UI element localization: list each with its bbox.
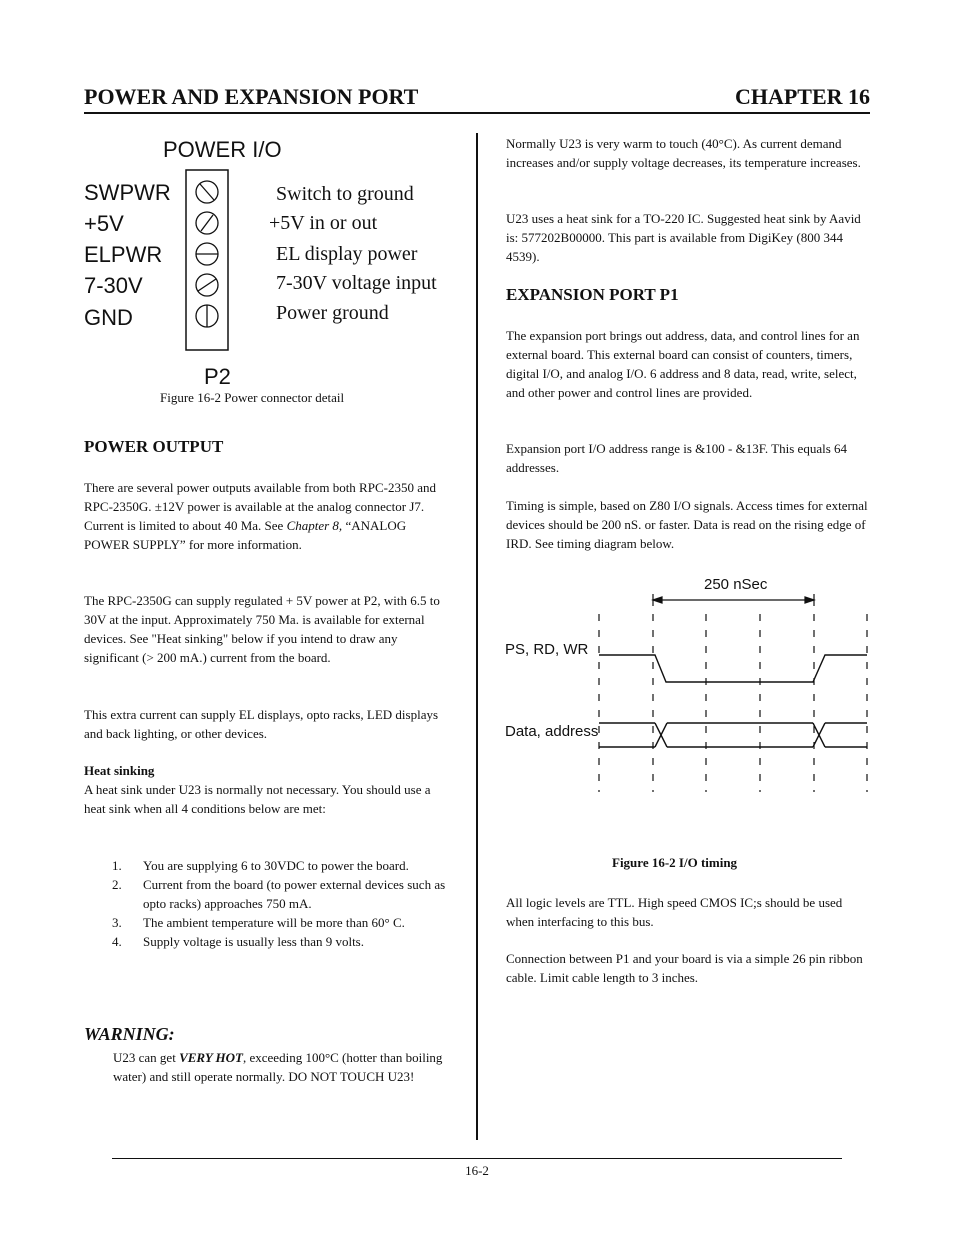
heat-sinking-para: A heat sink under U23 is normally not necessary. You should use a heat sink when all 4 conditions below are met: bbox=[84, 782, 431, 816]
power-output-heading: POWER OUTPUT bbox=[84, 437, 224, 456]
pin-description: EL display power bbox=[276, 243, 418, 265]
pin-description: Power ground bbox=[276, 302, 389, 324]
pin-labels bbox=[84, 180, 171, 330]
screw-terminals bbox=[196, 181, 218, 327]
list-item: 4. Supply voltage is usually less than 9 volts. bbox=[112, 934, 364, 949]
pin-label: ELPWR bbox=[84, 242, 163, 267]
warning-text: U23 can get VERY HOT, exceeding 100°C (hotter than boiling water) and still operate normally. DO NOT TOUCH U23! bbox=[113, 1050, 443, 1084]
connector-label: P2 bbox=[204, 364, 231, 389]
u23-temp-para: Normally U23 is very warm to touch (40°C). As current demand increases and/or supply voltage decreases, its temperature increases. bbox=[506, 136, 861, 170]
pin-label: SWPWR bbox=[84, 180, 171, 205]
heat-sinking-heading: Heat sinking bbox=[84, 763, 155, 778]
pin-label: GND bbox=[84, 305, 133, 330]
page-number: 16-2 bbox=[465, 1163, 489, 1178]
timing-caption: Figure 16-2 I/O timing bbox=[612, 855, 738, 870]
pin-description: +5V in or out bbox=[269, 212, 378, 234]
chapter-ref: Chapter 8, bbox=[286, 518, 343, 533]
signal-label: PS, RD, WR bbox=[505, 641, 589, 658]
pin-description: 7-30V voltage input bbox=[276, 272, 437, 294]
list-item: 1. You are supplying 6 to 30VDC to power the board. bbox=[112, 858, 409, 873]
connection-para: Connection between P1 and your board is via a simple 26 pin ribbon cable. Limit cable length to 3 inches. bbox=[506, 951, 863, 985]
chapter-number: CHAPTER 16 bbox=[734, 84, 870, 109]
conditions-list bbox=[112, 856, 452, 951]
list-item: 2. Current from the board (to power external devices such as opto racks) approaches 750 mA. bbox=[112, 877, 446, 911]
data-bus-waveform bbox=[599, 723, 867, 747]
expansion-para3: Timing is simple, based on Z80 I/O signals. Access times for external devices should be 200 nS. or faster. Data is read on the rising edge of IRD. See timing diagram below. bbox=[506, 498, 868, 551]
pin-label: 7-30V bbox=[84, 273, 143, 298]
control-signal-waveform bbox=[599, 655, 867, 682]
duration-arrow bbox=[653, 594, 814, 606]
power-output-para1: There are several power outputs available from both RPC-2350 and RPC-2350G. ±12V power is available at the analog connector J7. Current is limited to about 40 Ma. See Chapter 8, “ANALOG POWER SUPPLY” for more information. bbox=[84, 480, 436, 552]
footer-rule bbox=[112, 1158, 842, 1159]
pin-label: +5V bbox=[84, 211, 124, 236]
timing-diagram bbox=[500, 570, 875, 795]
warning-label: WARNING: bbox=[84, 1024, 175, 1044]
power-output-para3: This extra current can supply EL displays, opto racks, LED displays and back lighting, or other devices. bbox=[84, 707, 439, 741]
power-connector-figure bbox=[80, 130, 460, 392]
very-hot-emphasis: VERY HOT bbox=[179, 1050, 243, 1065]
heat-sink-para: U23 uses a heat sink for a TO-220 IC. Suggested heat sink by Aavid is: 577202B00000. This part is available from DigiKey (800 344 4539). bbox=[506, 211, 861, 264]
heat-sinking-section bbox=[84, 761, 452, 818]
duration-label: 250 nSec bbox=[704, 576, 768, 593]
expansion-para2: Expansion port I/O address range is &100 - &13F. This equals 64 addresses. bbox=[506, 441, 848, 475]
expansion-port-heading: EXPANSION PORT P1 bbox=[506, 285, 679, 304]
header-rule bbox=[84, 112, 870, 114]
chapter-title: POWER AND EXPANSION PORT bbox=[84, 84, 419, 109]
list-item: 3. The ambient temperature will be more than 60° C. bbox=[112, 915, 405, 930]
expansion-para1: The expansion port brings out address, data, and control lines for an external board. This external board can consist of counters, timers, digital I/O, and analog I/O. 6 address and 8 data, read, write, select, and other power and control lines are provided. bbox=[506, 328, 860, 400]
column-divider bbox=[476, 133, 478, 1140]
logic-levels-para: All logic levels are TTL. High speed CMOS IC;s should be used when interfacing to this bus. bbox=[506, 895, 843, 929]
pin-descriptions bbox=[269, 183, 437, 324]
power-output-para2: The RPC-2350G can supply regulated + 5V power at P2, with 6.5 to 30V at the input. Approximately 750 Ma. is available for external devices. See "Heat sinking" below if you intend to draw any significant (> 200 mA.) current from the board. bbox=[84, 593, 440, 665]
figure-title: POWER I/O bbox=[163, 137, 282, 162]
pin-description: Switch to ground bbox=[276, 183, 414, 205]
figure-caption: Figure 16-2 Power connector detail bbox=[160, 390, 345, 405]
signal-label: Data, address bbox=[505, 723, 599, 740]
time-gridlines bbox=[599, 614, 867, 792]
